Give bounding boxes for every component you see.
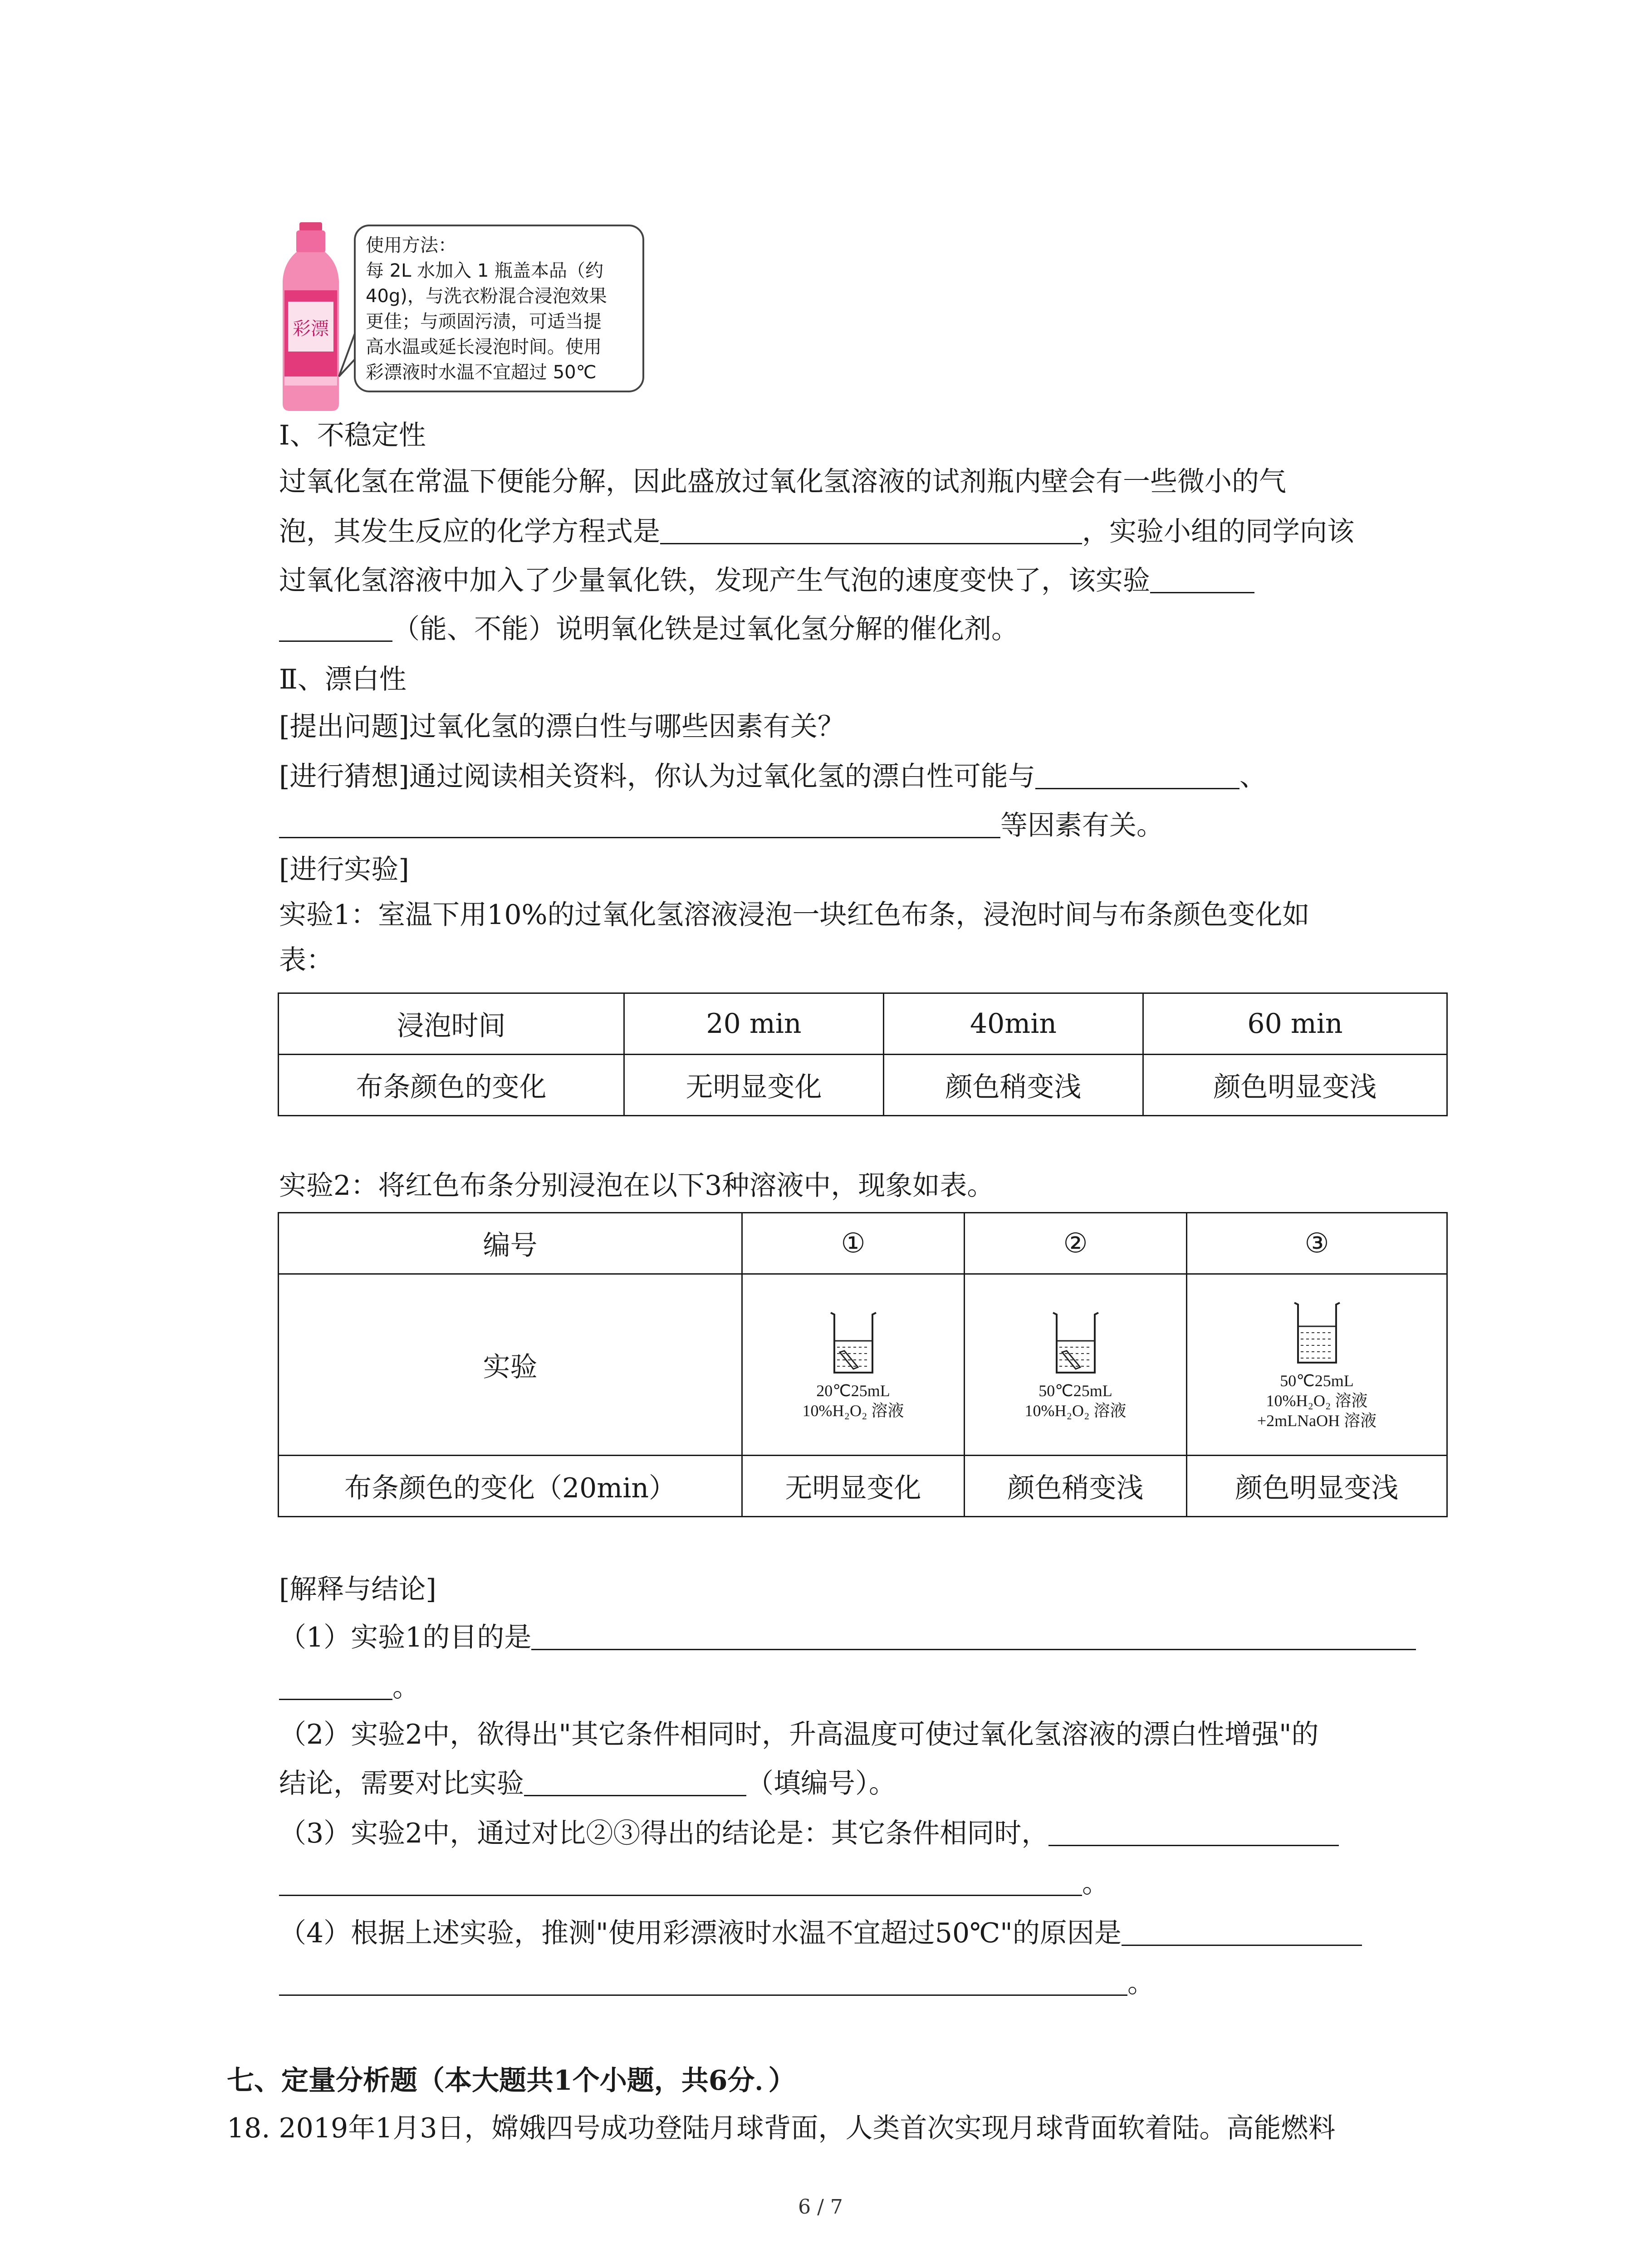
table-cell: 60 min: [1143, 993, 1447, 1055]
answer-blank[interactable]: [531, 1622, 1416, 1650]
question-2-line: （2）实验2中，欲得出"其它条件相同时，升高温度可使过氧化氢溶液的漂白性增强"的: [279, 1719, 1319, 1750]
paragraph-line: 表：: [279, 944, 333, 976]
beaker-caption: 10%H₂O₂ 溶液: [802, 1401, 904, 1420]
question-4-line: [279, 1914, 1362, 1952]
beaker-caption: 50℃25mL: [1280, 1371, 1354, 1390]
table-cell: 颜色稍变浅: [965, 1456, 1187, 1517]
question-1-continuation: [279, 1668, 420, 1706]
question-2-continuation: [279, 1765, 896, 1803]
paragraph-text: 过氧化氢溶液中加入了少量氧化铁，发现产生气泡的速度变快了，该实验: [279, 565, 1150, 596]
table-cell: ①: [742, 1213, 965, 1274]
beaker-caption: 10%H₂O₂ 溶液: [1024, 1401, 1127, 1420]
table-row: [279, 1456, 1447, 1517]
table-cell: 颜色明显变浅: [1187, 1456, 1447, 1517]
paragraph-text: 。: [1082, 1867, 1109, 1899]
question-line: [提出问题]过氧化氢的漂白性与哪些因素有关？: [279, 711, 845, 743]
section-heading-instability: Ⅰ、不稳定性: [279, 420, 426, 451]
paragraph-text: 泡，其发生反应的化学方程式是: [279, 516, 660, 547]
beaker-caption: 20℃25mL: [816, 1381, 890, 1400]
experiment-heading: [进行实验]: [279, 854, 409, 885]
paragraph-text: 。: [392, 1672, 420, 1703]
answer-blank[interactable]: [279, 1867, 1082, 1896]
paragraph-text: 。: [1127, 1967, 1155, 1999]
paragraph-text: （1）实验1的目的是: [279, 1622, 532, 1653]
answer-blank[interactable]: [279, 810, 1000, 838]
paragraph-text: 等因素有关。: [1000, 810, 1164, 841]
answer-blank[interactable]: [1035, 761, 1239, 789]
answer-blank[interactable]: [279, 1672, 392, 1700]
bubble-line: 40g)，与洗衣粉混合浸泡效果: [366, 286, 607, 307]
table-cell: 40min: [884, 993, 1143, 1055]
paragraph-line: [279, 513, 1354, 551]
page-number: 6 / 7: [798, 2195, 843, 2219]
answer-blank[interactable]: [1122, 1917, 1362, 1946]
paragraph-line: [279, 562, 1254, 600]
table-cell: ③: [1187, 1213, 1447, 1274]
brand-label: 彩漂: [293, 318, 329, 339]
table-row: [279, 1274, 1447, 1456]
answer-blank[interactable]: [524, 1768, 746, 1796]
soak-time-table: [278, 992, 1448, 1116]
table-row: [279, 993, 1447, 1055]
question-3-line: [279, 1814, 1339, 1853]
answer-blank[interactable]: [279, 613, 392, 642]
table-cell: 无明显变化: [742, 1456, 965, 1517]
usage-instructions-bubble: [354, 225, 644, 392]
bubble-line: 彩漂液时水温不宜超过 50℃: [366, 362, 597, 383]
beaker-caption: 10%H₂O₂ 溶液: [1266, 1391, 1368, 1410]
paragraph-text: 结论，需要对比实验: [279, 1768, 524, 1799]
beaker-icon: [1290, 1299, 1344, 1367]
equation-blank[interactable]: [660, 516, 1082, 544]
paragraph-line: 实验1：室温下用10%的过氧化氢溶液浸泡一块红色布条，浸泡时间与布条颜色变化如: [279, 899, 1310, 931]
question-18-line: 18. 2019年1月3日，嫦娥四号成功登陆月球背面，人类首次实现月球背面软着陆。高能燃料: [227, 2112, 1336, 2144]
hypothesis-line: [279, 807, 1164, 845]
paragraph-text: （能、不能）说明氧化铁是过氧化氢分解的催化剂。: [392, 613, 1019, 645]
paragraph-line: [279, 610, 1019, 648]
question-3-continuation: [279, 1864, 1109, 1902]
answer-blank[interactable]: [1150, 565, 1254, 593]
bubble-line: 高水温或延长浸泡时间。使用: [366, 337, 602, 357]
bubble-line: 使用方法：: [366, 235, 456, 256]
table-cell: 颜色稍变浅: [884, 1055, 1143, 1116]
table-cell: 无明显变化: [624, 1055, 884, 1116]
question-1-line: [279, 1618, 1416, 1657]
beaker-cell-1: [742, 1274, 965, 1456]
bleach-bottle-image: [274, 222, 347, 413]
table-cell: 20 min: [624, 993, 884, 1055]
paragraph-text: ，实验小组的同学向该: [1082, 516, 1354, 547]
table-cell: 浸泡时间: [279, 993, 624, 1055]
table-cell: 布条颜色的变化（20min）: [279, 1456, 742, 1517]
paragraph-text: （填编号）。: [746, 1768, 896, 1799]
table-cell: 实验: [279, 1274, 742, 1456]
beaker-caption: +2mLNaOH 溶液: [1257, 1411, 1377, 1430]
table-row: [279, 1213, 1447, 1274]
section-heading-bleaching: Ⅱ、漂白性: [279, 664, 407, 695]
paragraph-text: （3）实验2中，通过对比②③得出的结论是：其它条件相同时，: [279, 1818, 1049, 1849]
section-heading-quantitative: 七、定量分析题（本大题共1个小题，共6分．）: [227, 2065, 796, 2097]
solution-comparison-table: [278, 1212, 1448, 1517]
beaker-icon: [1048, 1309, 1103, 1377]
hypothesis-line: [279, 758, 1267, 796]
paragraph-text: （4）根据上述实验，推测"使用彩漂液时水温不宜超过50℃"的原因是: [279, 1917, 1122, 1949]
table-cell: 颜色明显变浅: [1143, 1055, 1447, 1116]
beaker-cell-2: [965, 1274, 1187, 1456]
conclusion-heading: [解释与结论]: [279, 1574, 436, 1605]
paragraph-text: [进行猜想]通过阅读相关资料，你认为过氧化氢的漂白性可能与: [279, 761, 1035, 792]
table-cell: 布条颜色的变化: [279, 1055, 624, 1116]
beaker-caption: 50℃25mL: [1038, 1381, 1112, 1400]
answer-blank[interactable]: [279, 1967, 1127, 1996]
question-4-continuation: [279, 1964, 1155, 2002]
answer-blank[interactable]: [1048, 1818, 1339, 1846]
beaker-cell-3: [1187, 1274, 1447, 1456]
paragraph-text: 、: [1239, 761, 1267, 792]
bubble-line: 更佳；与顽固污渍，可适当提: [366, 311, 602, 332]
bubble-line: 每 2L 水加入 1 瓶盖本品（约: [366, 260, 604, 281]
table-cell: ②: [965, 1213, 1187, 1274]
table-cell: 编号: [279, 1213, 742, 1274]
paragraph-line: 实验2：将红色布条分别浸泡在以下3种溶液中，现象如表。: [279, 1170, 994, 1202]
beaker-icon: [826, 1309, 881, 1377]
paragraph-line: 过氧化氢在常温下便能分解，因此盛放过氧化氢溶液的试剂瓶内壁会有一些微小的气: [279, 466, 1286, 498]
table-row: [279, 1055, 1447, 1116]
